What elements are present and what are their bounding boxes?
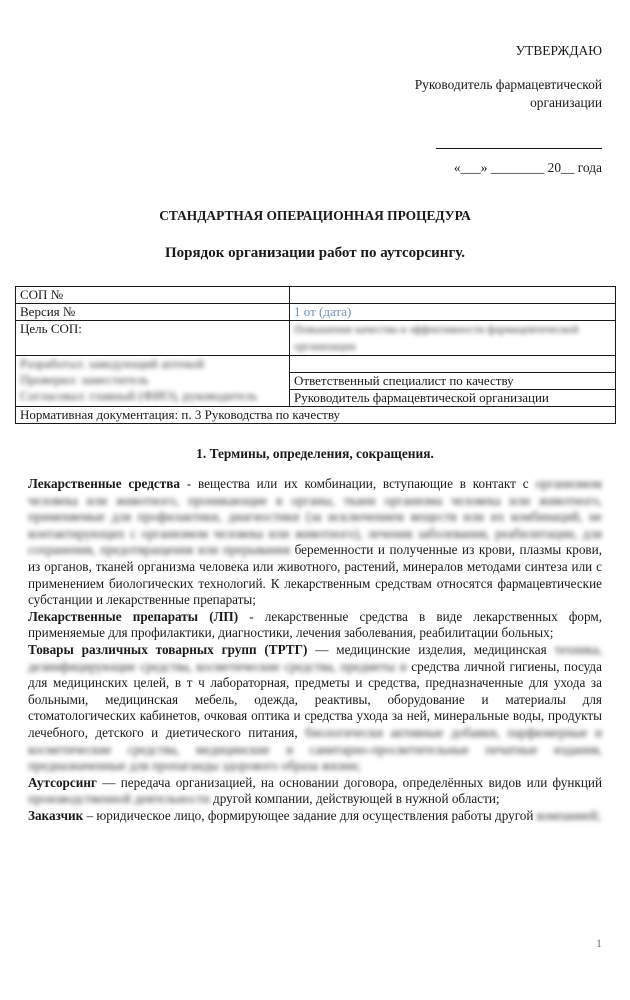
signature-line <box>436 130 602 149</box>
term-goods: Товары различных товарных групп (ТРТГ) <box>28 641 308 657</box>
purpose-label: Цель СОП: <box>16 321 290 356</box>
developers-cell <box>16 356 290 407</box>
empty-cell <box>290 356 616 373</box>
redacted-text: компанией; <box>536 807 601 823</box>
term-preparations: Лекарственные препараты (ЛП) <box>28 608 239 624</box>
definition-goods <box>28 642 602 775</box>
term-outsourcing: Аутсорсинг <box>28 774 97 790</box>
table-row <box>16 321 616 356</box>
version-cell <box>290 304 616 321</box>
definition-customer <box>28 808 602 825</box>
definition-text: - лекарственные средства в виде лекарственных форм, применяемые для профилактики, диагностики, лечения заболевания, реабилитации больных; <box>28 608 602 641</box>
sop-no-value <box>290 287 616 304</box>
approval-date: «___» ________ 20__ года <box>453 160 602 175</box>
purpose-value-cell <box>290 321 616 356</box>
definition-text: - вещества или их комбинации, вступающие в контакт с <box>179 476 529 491</box>
approval-position: Руководитель фармацевтической организации <box>414 77 602 110</box>
page-number: 1 <box>596 936 602 950</box>
meta-table <box>15 286 616 424</box>
normative-docs: Нормативная документация: п. 3 Руководства по качеству <box>16 407 616 424</box>
developer-line-3: Согласовал: главный (ФИО), руководитель <box>20 388 258 403</box>
document-title: Порядок организации работ по аутсорсингу. <box>165 245 465 261</box>
definition-text: – юридическое лицо, формирующее задание для осуществления работы другой <box>83 807 534 823</box>
approval-block <box>342 42 602 177</box>
table-row <box>16 407 616 424</box>
definition-outsourcing <box>28 775 602 808</box>
table-row <box>16 304 616 321</box>
term-customer: Заказчик <box>28 807 84 823</box>
definition-preparations <box>28 609 602 642</box>
table-row <box>16 287 616 304</box>
version-date: от (дата) <box>303 304 352 319</box>
developer-line-2: Проверил: заместитель <box>20 372 149 387</box>
purpose-value: Повышение качества и эффективности фармацевтической организации <box>294 324 579 353</box>
term-drugs: Лекарственные средства <box>28 476 180 491</box>
definition-text: другой компании, действующей в нужной области; <box>209 791 500 807</box>
definition-text: средства личной гигиены, посуда для медицинских целей, в т ч лабораторная, предметы и средства, предназначенные для ухода за больными, медицинская мебель, одежда, реактивы, оборудование и материалы для стоматологических кабинетов, очковая оптика и средства ухода за ней, минеральные воды, продукты лечебного, детского и диетического питания, <box>28 658 602 740</box>
responsible-quality: Ответственный специалист по качеству <box>290 373 616 390</box>
definitions-body <box>28 476 602 824</box>
definition-text: беременности и полученные из крови, плазмы крови, из органов, тканей организма человека или животного, растений, минералов методами синтеза или с применением биологических технологий. К лекарственным средствам относятся фармацевтические субстанции и лекарственные препараты; <box>28 542 603 608</box>
table-row <box>16 356 616 373</box>
document-kind: СТАНДАРТНАЯ ОПЕРАЦИОННАЯ ПРОЦЕДУРА <box>159 208 471 223</box>
redacted-text: техника, дезинфицирующие средства, косметические средства, предметы и <box>28 641 603 674</box>
sop-no-label: СОП № <box>16 287 290 304</box>
section-heading: 1. Термины, определения, сокращения. <box>196 446 434 461</box>
head-organization: Руководитель фармацевтической организации <box>290 390 616 407</box>
definition-text: — медицинские изделия, медицинская <box>307 641 547 657</box>
redacted-text: организмом человека или животного, проникающие в органы, ткани организма человека или животного, применяемые для профилактики, диагностики (за исключением веществ или их комбинаций, не контактирующих с организмом человека или животного), лечения заболевания, реабилитации, для сохранения, предотвращения или прерывания <box>28 476 603 558</box>
version-value: 1 <box>294 304 301 319</box>
approval-title: УТВЕРЖДАЮ <box>515 43 602 58</box>
redacted-text: биологически активные добавки, парфюмерные и косметические средства, медицинские и санитарно-просветительные печатные издания, предназначенные для пропаганды здорового образа жизни; <box>28 724 603 774</box>
redacted-text: производственной деятельности <box>28 791 210 807</box>
version-label: Версия № <box>16 304 290 321</box>
developer-line-1: Разработал: заведующий аптекой <box>20 356 205 371</box>
definition-drugs <box>28 476 602 609</box>
definition-text: — передача организацией, на основании договора, определённых видов или функций <box>96 774 602 790</box>
